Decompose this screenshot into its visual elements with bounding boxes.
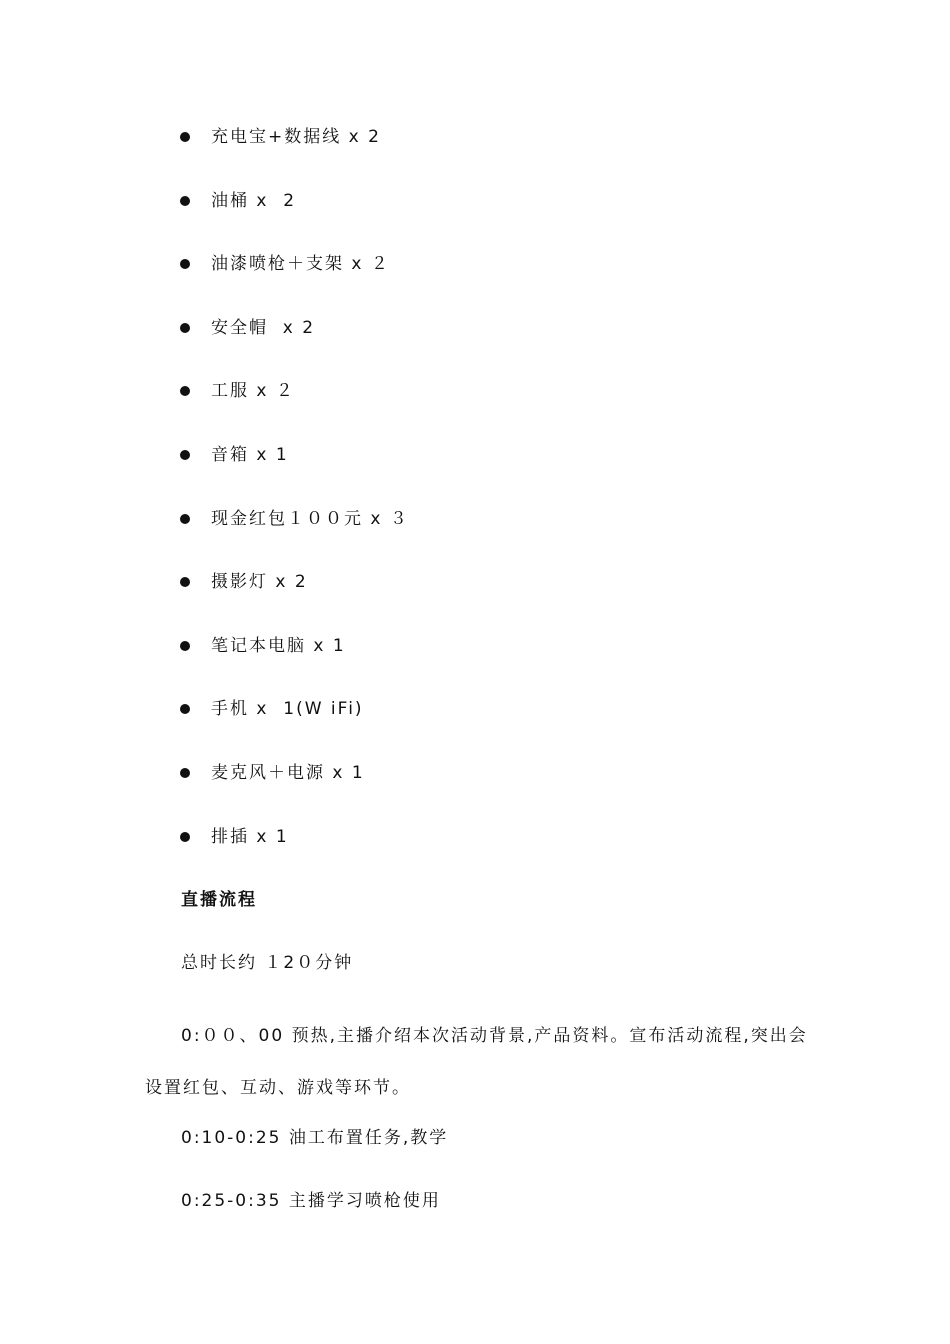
bullet-icon [180,704,190,714]
bullet-icon [180,386,190,396]
bullet-icon [180,514,190,524]
list-item [180,565,409,629]
list-item-text: 安全帽 x 2 [211,317,316,338]
list-item [180,692,409,756]
warmup-text: 0:００、00 预热,主播介绍本次活动背景,产品资料。宣布活动流程,突出会设置红包、互动、游戏等环节。 [145,1026,808,1098]
list-item-text: 油漆喷枪＋支架 x ２ [211,254,390,275]
bullet-icon [180,196,190,206]
list-item [180,247,409,311]
bullet-icon [180,577,190,587]
bullet-icon [180,259,190,269]
list-item-text: 音箱 x 1 [211,444,289,465]
bullet-icon [180,768,190,778]
list-item [180,820,409,884]
task-paragraph: 0:10-0:25 油工布置任务,教学 [181,1128,449,1148]
list-item-text: 现金红包１００元 x ３ [211,508,409,529]
bullet-icon [180,132,190,142]
list-item [180,184,409,248]
bullet-icon [180,641,190,651]
list-item [180,120,409,184]
bullet-icon [180,323,190,333]
list-item-text: 手机 x 1(W iFi) [211,699,364,720]
list-item [180,311,409,375]
list-item [180,756,409,820]
total-time-text: 总时长约 １2０分钟 [181,953,354,973]
bullet-icon [180,832,190,842]
list-item [180,438,409,502]
list-item [180,629,409,693]
bullet-icon [180,450,190,460]
equipment-list [180,120,409,883]
list-item-text: 工服 x ２ [211,381,295,402]
warmup-paragraph [145,1010,825,1114]
list-item-text: 充电宝+数据线 x 2 [211,127,381,147]
learn-paragraph: 0:25-0:35 主播学习喷枪使用 [181,1191,441,1211]
list-item-text: 摄影灯 x 2 [211,572,308,593]
list-item-text: 油桶 x 2 [211,190,297,211]
list-item-text: 排插 x 1 [211,826,289,847]
section-title: 直播流程 [181,890,257,910]
list-item [180,374,409,438]
list-item-text: 麦克风＋电源 x 1 [211,762,365,783]
list-item-text: 笔记本电脑 x 1 [211,635,346,656]
list-item [180,502,409,566]
